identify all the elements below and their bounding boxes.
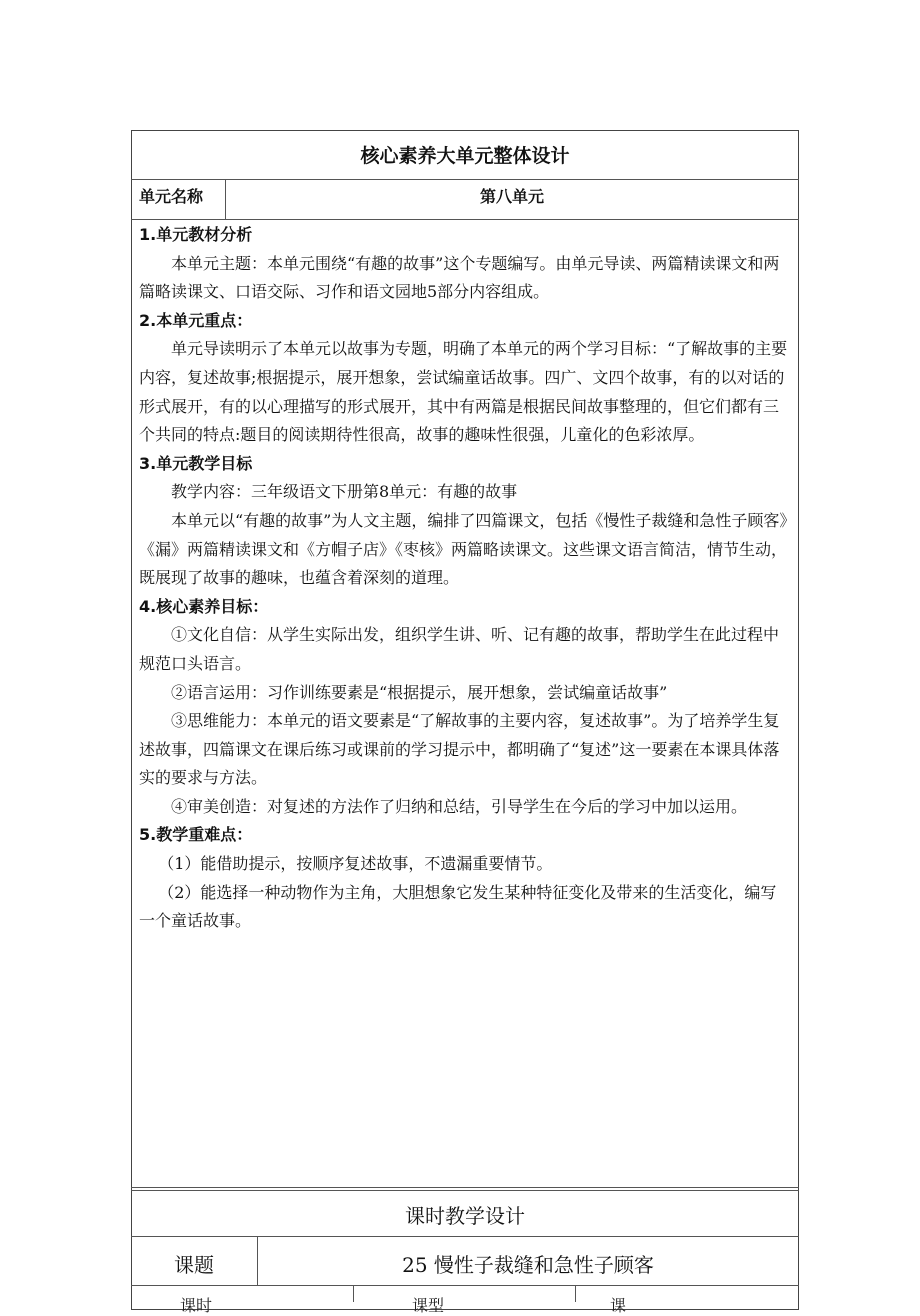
section-heading-4: 4.核心素养目标： xyxy=(139,596,269,616)
section-2-paragraph: 单元导读明示了本单元以故事为专题，明确了本单元的两个学习目标：“了解故事的主要内容，复述故事;根据提示，展开想象，尝试编童话故事。四广、文四个故事，有的以对话的形式展开，有的以心理描写的形式展开，其中有两篇是根据民间故事整理的，但它们都有三个共同的特点:题目的阅读期待性很高，故事的趣味性很强，儿童化的色彩浓厚。 xyxy=(139,339,788,445)
table-title: 核心素养大单元整体设计 xyxy=(360,145,570,167)
column-divider xyxy=(353,1285,354,1302)
section-4-paragraph-4: ④审美创造：对复述的方法作了归纳和总结，引导学生在今后的学习中加以运用。 xyxy=(171,796,748,816)
section-1-paragraph: 本单元主题：本单元围绕“有趣的故事”这个专题编写。由单元导读、两篇精读课文和两篇略读课文、口语交际、习作和语文园地5部分内容组成。 xyxy=(139,253,780,302)
row-divider xyxy=(131,1285,799,1286)
section-heading-3: 3.单元教学目标 xyxy=(139,453,253,473)
unit-name-label: 单元名称 xyxy=(139,187,204,206)
lesson-design-title: 课时教学设计 xyxy=(405,1204,525,1228)
column-divider xyxy=(575,1285,576,1302)
cut-row-cell-3: 课 xyxy=(610,1296,627,1315)
cut-row-cell-1: 课时 xyxy=(180,1296,213,1315)
section-4-paragraph-3: ③思维能力：本单元的语文要素是“了解故事的主要内容，复述故事”。为了培养学生复述故事，四篇课文在课后练习或课前的学习提示中，都明确了“复述”这一要素在本课具体落实的要求与方法。 xyxy=(139,711,780,788)
section-3-paragraph-2: 本单元以“有趣的故事”为人文主题，编排了四篇课文，包括《慢性子裁缝和急性子顾客》《漏》两篇精读课文和《方帽子店》《枣核》两篇略读课文。这些课文语言简洁，情节生动，既展现了故事的趣味，也蕴含着深刻的道理。 xyxy=(139,510,788,588)
section-4-paragraph-2: ②语言运用：习作训练要素是“根据提示，展开想象，尝试编童话故事” xyxy=(171,682,668,702)
unit-name-value: 第八单元 xyxy=(479,187,544,206)
section-3-paragraph-1: 教学内容：三年级语文下册第8单元：有趣的故事 xyxy=(171,482,518,502)
row-divider xyxy=(131,1236,799,1237)
cut-row-cell-2: 课型 xyxy=(412,1296,445,1315)
section-heading-1: 1.单元教材分析 xyxy=(139,225,253,244)
section-divider xyxy=(131,1187,799,1188)
row-divider xyxy=(131,219,799,220)
section-4-paragraph-1: ①文化自信：从学生实际出发，组织学生讲、听、记有趣的故事，帮助学生在此过程中规范口头语言。 xyxy=(139,625,780,673)
unit-content xyxy=(139,221,792,936)
section-5-paragraph-2: （2）能选择一种动物作为主角，大胆想象它发生某种特征变化及带来的生活变化，编写一个童话故事。 xyxy=(139,882,777,931)
section-heading-5: 5.教学重难点： xyxy=(139,825,253,845)
section-divider xyxy=(131,1190,799,1191)
row-divider xyxy=(131,179,799,180)
lesson-label: 课题 xyxy=(174,1253,214,1277)
section-heading-2: 2.本单元重点： xyxy=(139,310,253,330)
lesson-value: 25 慢性子裁缝和急性子顾客 xyxy=(402,1253,654,1277)
section-5-paragraph-1: （1）能借助提示，按顺序复述故事，不遗漏重要情节。 xyxy=(158,854,553,874)
